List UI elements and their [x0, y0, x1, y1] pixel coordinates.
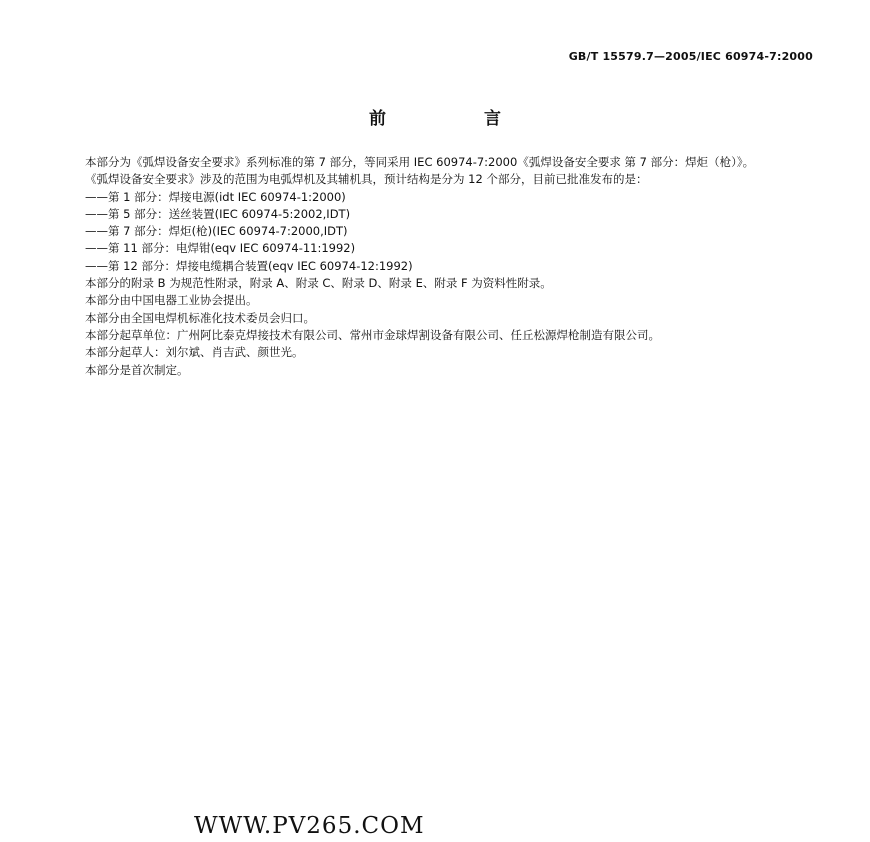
foreword-body	[62, 154, 822, 379]
standard-code: GB/T 15579.7—2005/IEC 60974-7:2000	[568, 50, 813, 63]
published-parts-list	[62, 189, 822, 275]
list-item: ——第 1 部分：焊接电源(idt IEC 60974-1:2000)	[85, 189, 346, 204]
list-item: ——第 7 部分：焊炬(枪)(IEC 60974-7:2000,IDT)	[85, 224, 348, 239]
section-title: 前 言	[369, 109, 547, 129]
paragraph: 本部分为《弧焊设备安全要求》系列标准的第 7 部分，等同采用 IEC 60974-7:2000《弧焊设备安全要求 第 7 部分：焊炬（枪）》。	[85, 155, 755, 169]
paragraph: 本部分由全国电焊机标准化技术委员会归口。	[85, 310, 315, 325]
paragraph: 本部分起草人：刘尔斌、肖吉武、颜世光。	[85, 345, 304, 360]
watermark-text: WWW.PV265.COM	[194, 813, 425, 839]
paragraph: 《弧焊设备安全要求》涉及的范围为电弧焊机及其辅机具，预计结构是分为 12 个部分，目前已批准发布的是：	[85, 172, 648, 187]
list-item: ——第 11 部分：电焊钳(eqv IEC 60974-11:1992)	[85, 241, 356, 256]
paragraph: 本部分起草单位：广州阿比泰克焊接技术有限公司、常州市金球焊割设备有限公司、任丘松源焊枪制造有限公司。	[85, 327, 660, 342]
list-item: ——第 12 部分：焊接电缆耦合装置(eqv IEC 60974-12:1992)	[85, 258, 413, 273]
paragraph: 本部分的附录 B 为规范性附录，附录 A、附录 C、附录 D、附录 E、附录 F 为资料性附录。	[85, 276, 552, 291]
paragraph: 本部分由中国电器工业协会提出。	[85, 293, 258, 308]
list-item: ——第 5 部分：送丝装置(IEC 60974-5:2002,IDT)	[85, 206, 351, 221]
paragraph: 本部分是首次制定。	[85, 362, 189, 377]
